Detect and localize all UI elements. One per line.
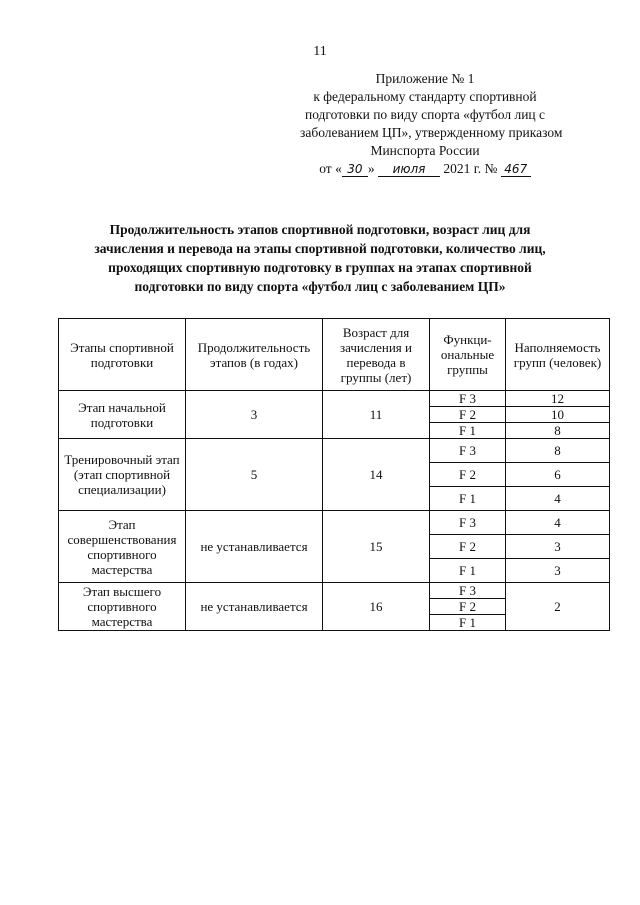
functional-group: F 3: [430, 583, 506, 599]
stage-name: Этап начальной подготовки: [59, 391, 186, 439]
functional-group: F 3: [430, 391, 506, 407]
functional-group: F 3: [430, 511, 506, 535]
date-year: 2021 г. №: [443, 161, 498, 176]
group-size: 6: [506, 463, 610, 487]
appendix-block: [300, 70, 563, 178]
functional-group: F 2: [430, 407, 506, 423]
functional-group: F 1: [430, 615, 506, 631]
appendix-line: заболеванием ЦП», утвержденному приказом: [300, 125, 563, 140]
functional-group: F 2: [430, 599, 506, 615]
appendix-date-line: [300, 160, 550, 178]
table-header-row: [59, 319, 610, 391]
header-groups: Функци-ональные группы: [430, 319, 506, 391]
group-size: 8: [506, 439, 610, 463]
handwritten-day: 30: [342, 162, 368, 177]
appendix-line: подготовки по виду спорта «футбол лиц с: [304, 107, 546, 122]
group-size: 3: [506, 535, 610, 559]
table-row: [59, 511, 610, 535]
group-size: 10: [506, 407, 610, 423]
functional-group: F 1: [430, 423, 506, 439]
stage-name: Тренировочный этап (этап спортивной специализации): [59, 439, 186, 511]
stage-duration: 3: [186, 391, 323, 439]
title-line: Продолжительность этапов спортивной подготовки, возраст лиц для: [109, 222, 531, 237]
stage-name: Этап высшего спортивного мастерства: [59, 583, 186, 631]
header-size: Наполняемость групп (человек): [506, 319, 610, 391]
title-line: подготовки по виду спорта «футбол лиц с заболеванием ЦП»: [134, 279, 506, 294]
title-line: зачисления и перевода на этапы спортивной подготовки, количество лиц,: [94, 241, 546, 256]
functional-group: F 2: [430, 463, 506, 487]
header-age: Возраст для зачисления и перевода в группы (лет): [323, 319, 430, 391]
group-size: 12: [506, 391, 610, 407]
stage-name: Этап совершенствования спортивного мастерства: [59, 511, 186, 583]
functional-group: F 1: [430, 487, 506, 511]
group-size: 2: [506, 583, 610, 631]
document-title: [55, 220, 585, 296]
functional-group: F 3: [430, 439, 506, 463]
title-line: проходящих спортивную подготовку в группах на этапах спортивной: [108, 260, 532, 275]
group-size: 8: [506, 423, 610, 439]
group-size: 4: [506, 487, 610, 511]
date-prefix: от «: [319, 161, 342, 176]
stages-table: [58, 318, 610, 631]
stage-age: 14: [323, 439, 430, 511]
stage-age: 15: [323, 511, 430, 583]
appendix-line: Минспорта России: [370, 143, 480, 158]
stage-duration: 5: [186, 439, 323, 511]
header-stage: Этапы спортивной подготовки: [59, 319, 186, 391]
stage-age: 11: [323, 391, 430, 439]
handwritten-order-number: 467: [501, 162, 531, 177]
functional-group: F 1: [430, 559, 506, 583]
date-mid: »: [367, 161, 375, 176]
handwritten-month: июля: [378, 162, 440, 177]
table-row: [59, 583, 610, 599]
stage-age: 16: [323, 583, 430, 631]
appendix-line: к федеральному стандарту спортивной: [313, 89, 537, 104]
stage-duration: не устанавливается: [186, 583, 323, 631]
appendix-line: Приложение № 1: [375, 71, 475, 86]
page-number: 11: [313, 44, 327, 59]
header-duration: Продолжительность этапов (в годах): [186, 319, 323, 391]
table-row: [59, 439, 610, 463]
group-size: 3: [506, 559, 610, 583]
functional-group: F 2: [430, 535, 506, 559]
group-size: 4: [506, 511, 610, 535]
table-row: [59, 391, 610, 407]
stage-duration: не устанавливается: [186, 511, 323, 583]
